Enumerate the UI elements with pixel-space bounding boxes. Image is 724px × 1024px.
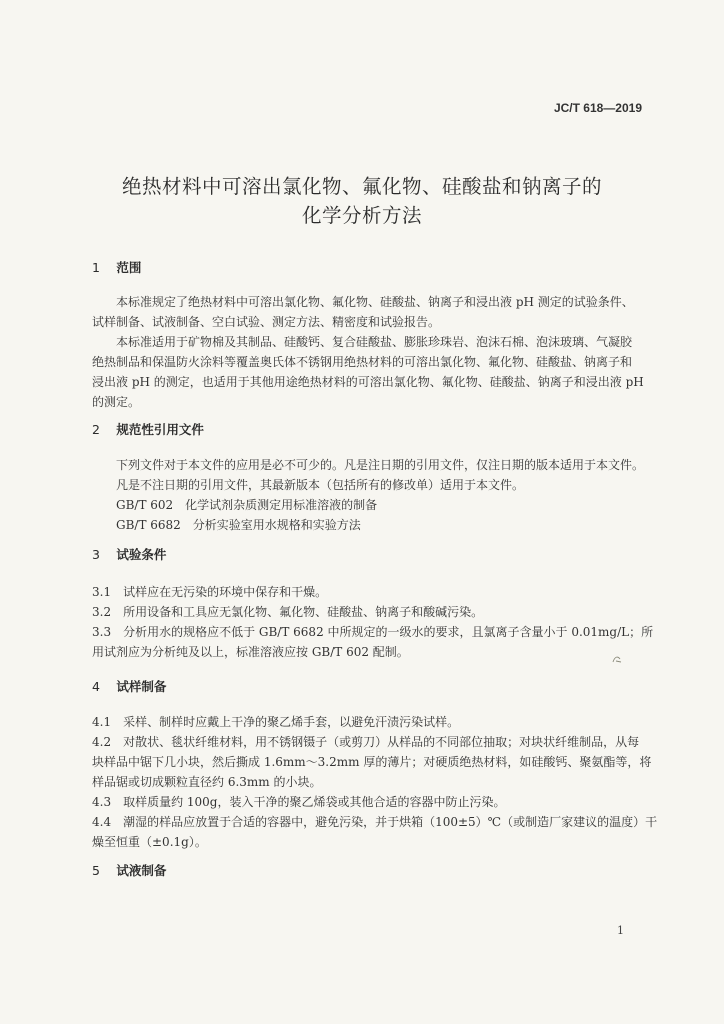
section-heading-test-conditions — [92, 545, 166, 563]
section-heading-scope — [92, 258, 141, 276]
clause-line: 4.2 对散状、毯状纤维材料，用不锈钢镊子（或剪刀）从样品的不同部位抽取；对块状纤维制品，从每 — [92, 735, 640, 749]
section-title: 试样制备 — [116, 679, 167, 694]
clause-line: 样品锯或切成颗粒直径约 6.3mm 的小块。 — [92, 775, 322, 789]
paragraph-line: 绝热制品和保温防火涂料等覆盖奥氏体不锈钢用绝热材料的可溶出氯化物、氟化物、硅酸盐、钠离子和 — [92, 355, 633, 369]
paragraph-line: 本标准规定了绝热材料中可溶出氯化物、氟化物、硅酸盐、钠离子和浸出液 pH 测定的试验条件、 — [116, 295, 634, 309]
section-heading-test-solution-preparation — [92, 861, 166, 879]
document-title-line-1: 绝热材料中可溶出氯化物、氟化物、硅酸盐和钠离子的 — [121, 175, 602, 198]
handwritten-mark-icon — [612, 654, 622, 664]
clause-line: 4.4 潮湿的样品应放置于合适的容器中，避免污染，并于烘箱（100±5）℃（或制造厂家建议的温度）干 — [92, 815, 658, 829]
clause-line: 3.1 试样应在无污染的环境中保存和干燥。 — [92, 585, 328, 599]
section-title: 范围 — [116, 260, 142, 275]
clause-line: 3.2 所用设备和工具应无氯化物、氟化物、硅酸盐、钠离子和酸碱污染。 — [92, 605, 484, 619]
paragraph-line: 的测定。 — [92, 395, 141, 409]
reference-item: GB/T 602 化学试剂杂质测定用标准溶液的制备 — [116, 498, 378, 512]
clause-line: 4.3 取样质量约 100g，装入干净的聚乙烯袋或其他合适的容器中防止污染。 — [92, 795, 506, 809]
clause-line: 燥至恒重（±0.1g）。 — [92, 835, 207, 849]
paragraph-line: 浸出液 pH 的测定，也适用于其他用途绝热材料的可溶出氯化物、氟化物、硅酸盐、钠离子和浸出液 pH — [92, 375, 644, 389]
document-title-line-2: 化学分析方法 — [301, 204, 422, 227]
reference-item: GB/T 6682 分析实验室用水规格和实验方法 — [116, 518, 361, 532]
section-number: 5 — [92, 863, 100, 878]
clause-line: 4.1 采样、制样时应戴上干净的聚乙烯手套，以避免汗渍污染试样。 — [92, 715, 460, 729]
section-title: 规范性引用文件 — [116, 422, 204, 437]
section-title: 试液制备 — [116, 863, 167, 878]
paragraph-line: 本标准适用于矿物棉及其制品、硅酸钙、复合硅酸盐、膨胀珍珠岩、泡沫石棉、泡沫玻璃、气凝胶 — [116, 335, 633, 349]
clause-line: 用试剂应为分析纯及以上，标准溶液应按 GB/T 602 配制。 — [92, 645, 409, 659]
paragraph-line: 凡是不注日期的引用文件，其最新版本（包括所有的修改单）适用于本文件。 — [116, 478, 525, 492]
section-number: 4 — [92, 679, 100, 694]
section-title: 试验条件 — [116, 547, 167, 562]
clause-line: 3.3 分析用水的规格应不低于 GB/T 6682 中所规定的一级水的要求，且氯离子含量小于 0.01mg/L；所 — [92, 625, 654, 639]
page-number: 1 — [617, 924, 624, 937]
standard-code: JC/T 618—2019 — [553, 101, 642, 115]
section-number: 2 — [92, 422, 100, 437]
paragraph-line: 下列文件对于本文件的应用是必不可少的。凡是注日期的引用文件，仅注日期的版本适用于本文件。 — [116, 458, 645, 472]
clause-line: 块样品中锯下几小块，然后撕成 1.6mm～3.2mm 厚的薄片；对硬质绝热材料，如硅酸钙、聚氨酯等，将 — [92, 755, 652, 769]
section-heading-sample-preparation — [92, 677, 166, 695]
section-heading-normative-references — [92, 420, 204, 438]
paragraph-line: 试样制备、试液制备、空白试验、测定方法、精密度和试验报告。 — [92, 315, 441, 329]
section-number: 1 — [92, 260, 100, 275]
section-number: 3 — [92, 547, 100, 562]
